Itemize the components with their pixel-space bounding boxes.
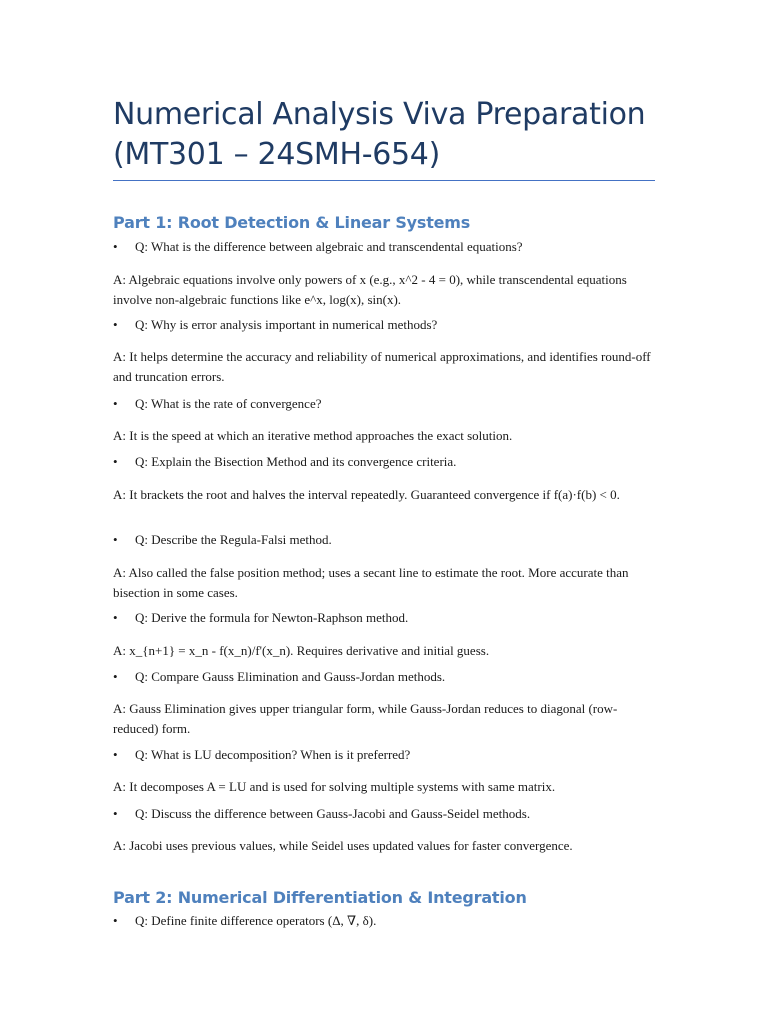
- bullet-icon: •: [113, 239, 118, 254]
- question-text: Q: What is the difference between algebraic and transcendental equations?: [135, 239, 523, 254]
- title-underline: [113, 180, 655, 181]
- answer-text: A: Jacobi uses previous values, while Seidel uses updated values for faster convergence.: [113, 838, 573, 853]
- bullet-icon: •: [113, 669, 118, 684]
- answer-text: A: It helps determine the accuracy and reliability of numerical approximations, and identifies round-off and truncation errors.: [113, 349, 651, 384]
- answer-text: A: It decomposes A = LU and is used for solving multiple systems with same matrix.: [113, 779, 556, 794]
- question-text: Q: Derive the formula for Newton-Raphson method.: [135, 610, 409, 625]
- question-text: Q: Explain the Bisection Method and its convergence criteria.: [135, 454, 457, 469]
- part2-heading: Part 2: Numerical Differentiation & Integration: [113, 888, 527, 907]
- title-line-2: (MT301 – 24SMH-654): [113, 137, 440, 172]
- question-text: Q: Compare Gauss Elimination and Gauss-Jordan methods.: [135, 669, 446, 684]
- answer-text: A: Also called the false position method; uses a secant line to estimate the root. More accurate than bisection in some cases.: [113, 565, 629, 600]
- question-text: Q: What is LU decomposition? When is it preferred?: [135, 747, 411, 762]
- question-text: Q: What is the rate of convergence?: [135, 396, 322, 411]
- bullet-icon: •: [113, 532, 118, 547]
- question-text: Q: Define finite difference operators (Δ, ∇, δ).: [135, 913, 377, 928]
- answer-text: A: x_{n+1} = x_n - f(x_n)/f'(x_n). Requires derivative and initial guess.: [113, 643, 490, 658]
- bullet-icon: •: [113, 913, 118, 928]
- document-title: [113, 95, 673, 175]
- bullet-icon: •: [113, 396, 118, 411]
- answer-text: A: It brackets the root and halves the interval repeatedly. Guaranteed convergence if f(a)·f(b) < 0.: [113, 487, 620, 502]
- bullet-icon: •: [113, 610, 118, 625]
- bullet-icon: •: [113, 806, 118, 821]
- answer-text: A: Gauss Elimination gives upper triangular form, while Gauss-Jordan reduces to diagonal (row-reduced) form.: [113, 701, 618, 736]
- bullet-icon: •: [113, 454, 118, 469]
- title-line-1: Numerical Analysis Viva Preparation: [113, 97, 646, 132]
- question-text: Q: Discuss the difference between Gauss-Jacobi and Gauss-Seidel methods.: [135, 806, 531, 821]
- question-text: Q: Why is error analysis important in numerical methods?: [135, 317, 438, 332]
- answer-text: A: It is the speed at which an iterative method approaches the exact solution.: [113, 428, 513, 443]
- bullet-icon: •: [113, 317, 118, 332]
- part1-heading: Part 1: Root Detection & Linear Systems: [113, 213, 471, 232]
- question-text: Q: Describe the Regula-Falsi method.: [135, 532, 332, 547]
- answer-text: A: Algebraic equations involve only powers of x (e.g., x^2 - 4 = 0), while transcendental equations involve non-algebraic functions like e^x, log(x), sin(x).: [113, 272, 627, 307]
- bullet-icon: •: [113, 747, 118, 762]
